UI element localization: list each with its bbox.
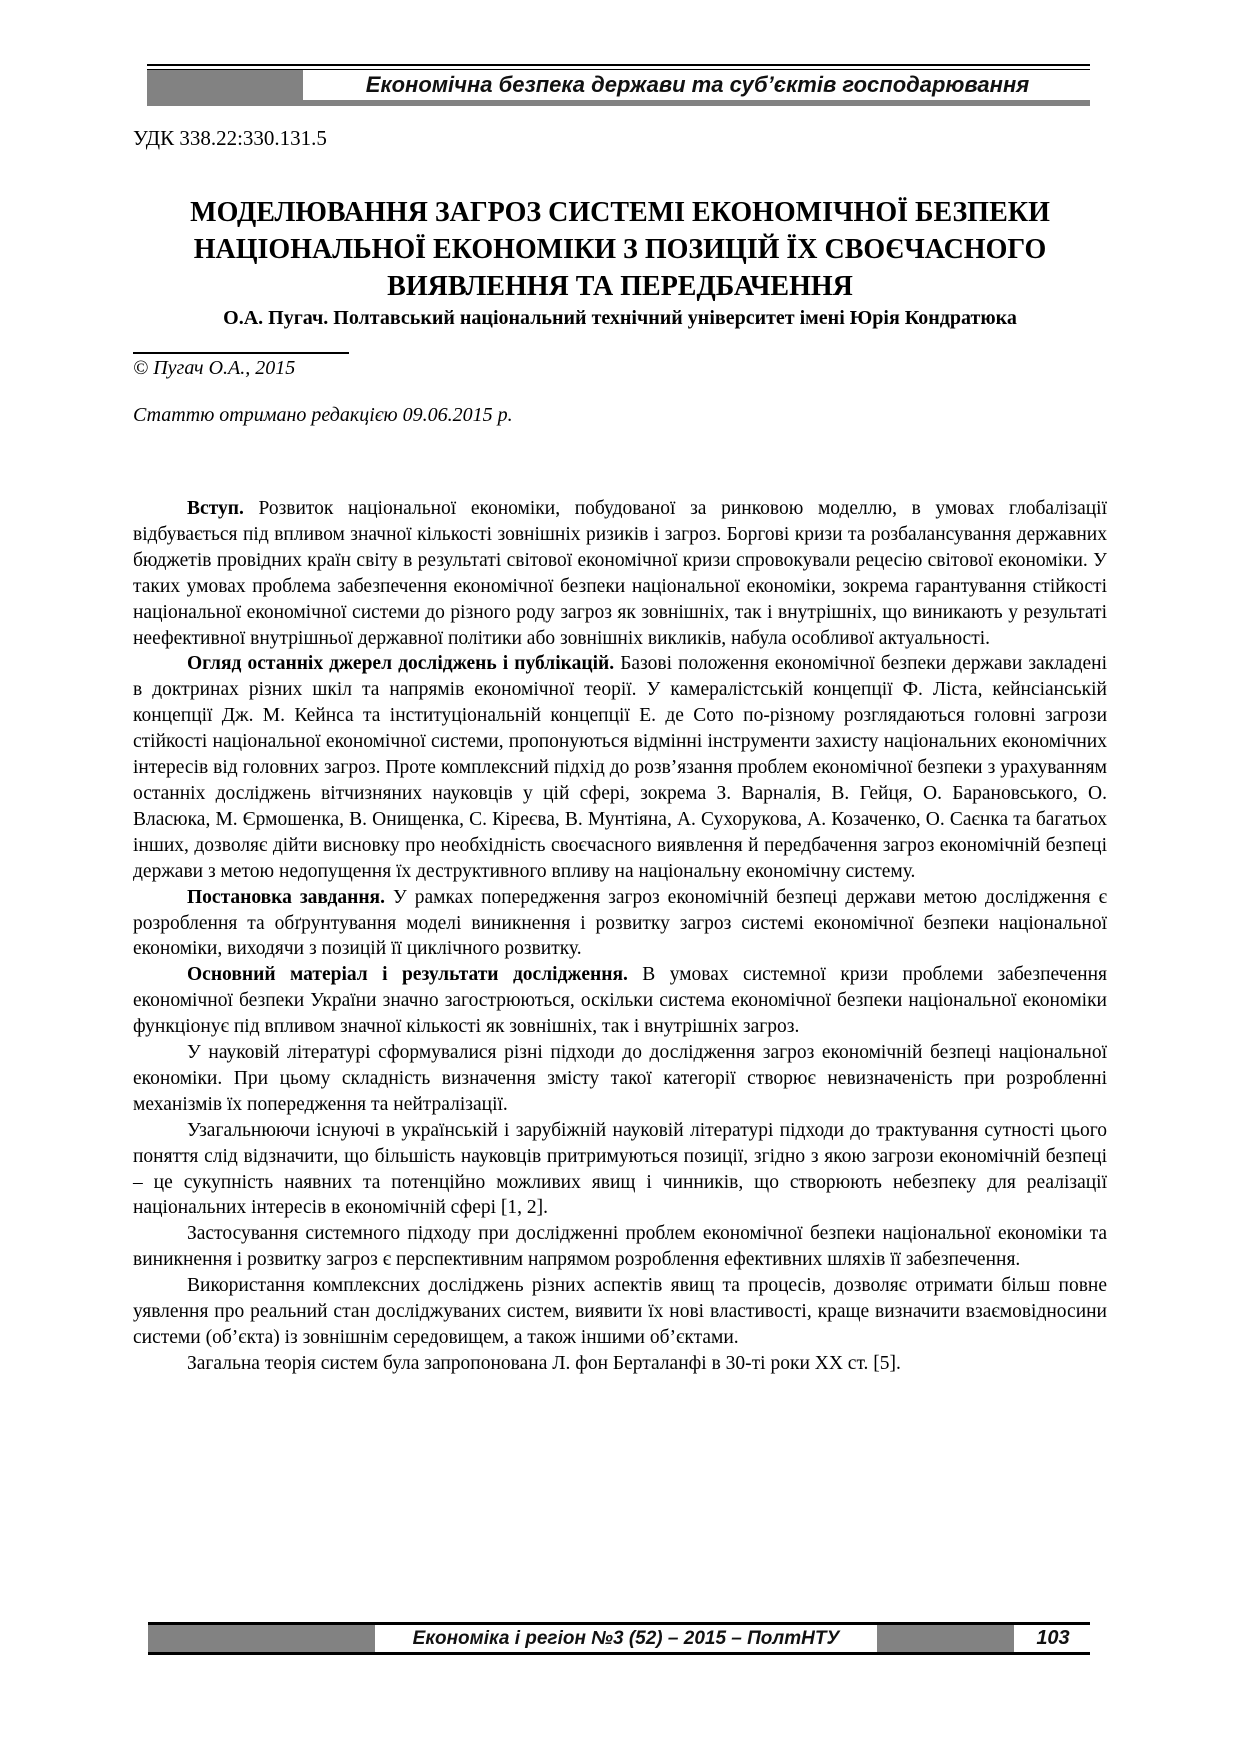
paragraph-text: У науковій літературі сформувалися різні підходи до дослідження загроз економічній безпеці національної економіки. При цьому складність визначення змісту такої категорії створює невизначеність при розробленні механізмів їх попередження та нейтралізації.: [133, 1042, 1107, 1115]
paragraph-text: У рамках попередження загроз економічній безпеці держави метою дослідження є розроблення та обґрунтування моделі виникнення і розвитку загроз системі економічної безпеки національної економіки, виходячи з позицій її циклічного розвитку.: [133, 886, 1107, 960]
paragraph-text: В умовах системної кризи проблеми забезпечення економічної безпеки України значно загострюються, оскільки система економічної безпеки національної економіки функціонує під впливом значної кількості як зовнішніх, так і внутрішніх загроз.: [133, 964, 1107, 1038]
paragraph-text: Розвиток національної економіки, побудованої за ринковою моделлю, в умовах глобалізації відбувається під впливом значної кількості зовнішніх ризиків і загроз. Боргові кризи та розбалансування державних бюджетів провідних країн світу в результаті світової економічної кризи спровокували рецесію світової економіки. У таких умовах проблема забезпечення економічної безпеки національної економіки, зокрема гарантування стійкості національної економічної системи до різного роду загроз як зовнішніх, так і внутрішніх, що виникають у результаті неефективної внутрішньої державної політики або зовнішніх викликів, набула особливої актуальності.: [133, 498, 1107, 649]
paragraph-text: Застосування системного підходу при дослідженні проблем економічної безпеки національної економіки та виникнення і розвитку загроз є перспективним напрямом розроблення ефективних шляхів її забезпечення.: [133, 1223, 1107, 1271]
footer-gray-block-right: [877, 1625, 1014, 1652]
paragraph: [133, 1351, 1107, 1377]
header-gray-block: [147, 70, 303, 100]
paragraph-lead: Основний матеріал і результати дослідження.: [187, 964, 628, 986]
paragraph-lead: Вступ.: [187, 498, 244, 519]
page-footer: [148, 1622, 1090, 1655]
udc-code: УДК 338.22:330.131.5: [133, 126, 327, 150]
paragraph: [133, 1040, 1107, 1118]
paragraph: [133, 1273, 1107, 1351]
paragraph: [133, 1221, 1107, 1273]
received-note: Статтю отримано редакцією 09.06.2015 р.: [133, 404, 513, 426]
running-head: [147, 64, 1090, 106]
header-gray-rule: [147, 100, 1090, 106]
footer-journal-title: Економіка і регіон №3 (52) – 2015 – ПолтНТУ: [377, 1625, 875, 1652]
paragraph-main-material: [133, 962, 1107, 1040]
paragraph-text: Загальна теорія систем була запропонована Л. фон Берталанфі в 30-ті роки ХХ ст. [5].: [187, 1352, 901, 1374]
paragraph-literature-review: [133, 651, 1107, 884]
footer-bottom-rule: [148, 1652, 1090, 1655]
copyright-divider: [133, 352, 349, 354]
paragraph-text: Використання комплексних досліджень різних аспектів явищ та процесів, дозволяє отримати більш повне уявлення про реальний стан досліджуваних систем, виявити їх нові властивості, краще визначити взаємовідносини системи (об’єкта) із зовнішнім середовищем, а також іншими об’єктами.: [133, 1275, 1107, 1348]
footer-page-number: 103: [1016, 1625, 1090, 1652]
paragraph-lead: Постановка завдання.: [187, 886, 385, 908]
paragraph-introduction: [133, 496, 1107, 651]
paragraph: [133, 1118, 1107, 1222]
paragraph-task-statement: [133, 885, 1107, 963]
footer-gray-block-left: [148, 1625, 375, 1652]
header-section-title: Економічна безпека держави та суб’єктів господарювання: [305, 70, 1090, 100]
article-body: [133, 496, 1107, 1377]
copyright-block: [133, 352, 349, 380]
article-title: МОДЕЛЮВАННЯ ЗАГРОЗ СИСТЕМІ ЕКОНОМІЧНОЇ БЕЗПЕКИ НАЦІОНАЛЬНОЇ ЕКОНОМІКИ З ПОЗИЦІЙ ЇХ СВОЄЧАСНОГО ВИЯВЛЕННЯ ТА ПЕРЕДБАЧЕННЯ: [190, 197, 1050, 302]
paragraph-lead: Огляд останніх джерел досліджень і публікацій.: [187, 653, 615, 675]
copyright-notice: © Пугач О.А., 2015: [133, 357, 296, 379]
paragraph-text: Базові положення економічної безпеки держави закладені в доктринах різних шкіл та напрямів економічної теорії. У камералістській концепції Ф. Ліста, кейнсіанській концепції Дж. М. Кейнса та інституціональній концепції Е. де Сото по-різному розглядаються головні загрози стійкості національної економічної системи, пропонуються відмінні інструменти захисту національних економічних інтересів від головних загроз. Проте комплексний підхід до розв’язання проблем економічної безпеки з урахуванням останніх досліджень вітчизняних науковців у цій сфері, зокрема З. Варналія, В. Гейця, О. Барановського, О. Власюка, М. Єрмошенка, В. Онищенка, С. Кіреєва, В. Мунтіяна, А. Сухорукова, А. Козаченко, О. Саєнка та багатьох інших, дозволяє дійти висновку про необхідність своєчасного виявлення й передбачення загроз економічній безпеці держави з метою недопущення їх деструктивного впливу на національну економічну систему.: [133, 653, 1107, 882]
paragraph-text: Узагальнюючи існуючі в українській і зарубіжній науковій літературі підходи до трактування сутності цього поняття слід відзначити, що більшість науковців притримуються позиції, згідно з якою загрози економічній безпеці – це сукупність наявних та потенційно можливих явищ і чинників, що створюють небезпеку для реалізації національних інтересів в економічній сфері [1, 2].: [133, 1119, 1107, 1219]
article-authors: О.А. Пугач. Полтавський національний технічний університет імені Юрія Кондратюка: [223, 307, 1017, 329]
